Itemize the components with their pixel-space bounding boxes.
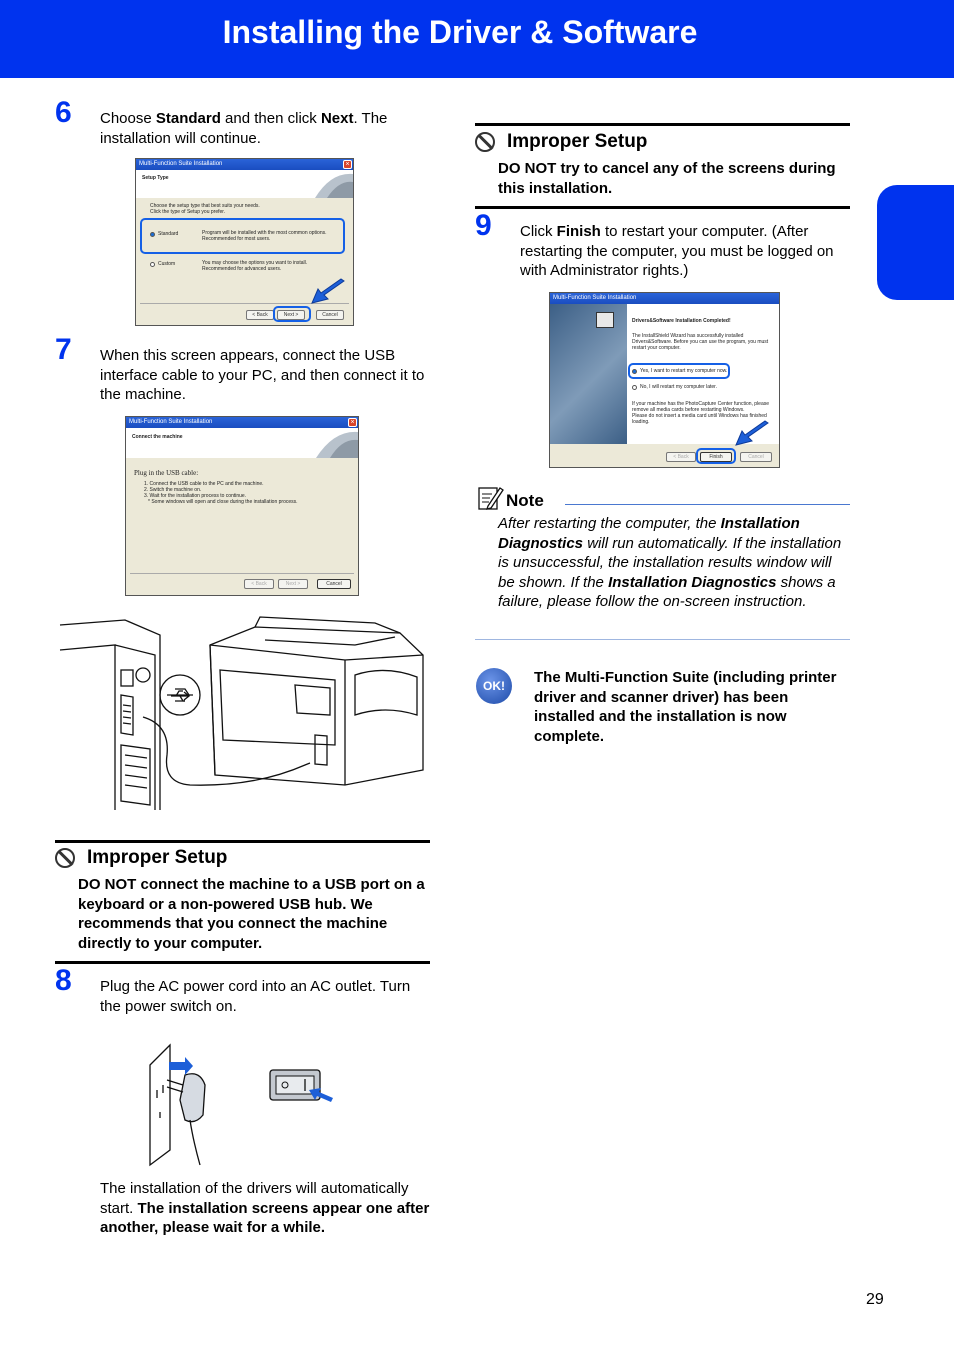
- step-9-text: Click Finish to restart your computer. (After restarting the computer, you must be logged on with Administrator rights.): [520, 223, 834, 279]
- instruction-line: * Some windows will open and close during the installation process.: [148, 499, 298, 505]
- standard-option-label: Standard: [158, 231, 179, 237]
- standard-highlight: [140, 218, 345, 254]
- custom-radio[interactable]: [150, 262, 155, 267]
- step-7-number: 7: [55, 333, 72, 366]
- standard-desc: Recommended for most users.: [202, 236, 271, 242]
- dialog-banner: [126, 428, 358, 458]
- custom-option-label: Custom: [158, 261, 176, 267]
- side-graphic: [550, 304, 627, 444]
- dialog-heading: Setup Type: [142, 175, 169, 181]
- dialog-banner: [136, 170, 353, 198]
- prohibited-icon: [55, 848, 75, 868]
- next-highlight: [273, 306, 311, 322]
- custom-desc: Recommended for advanced users.: [202, 266, 282, 272]
- warning-title: Improper Setup: [507, 131, 648, 152]
- page-title: Installing the Driver & Software: [222, 14, 698, 50]
- restart-now-label: Yes, I want to restart my computer now.: [640, 368, 728, 374]
- step-6-text: Choose Standard and then click Next. The installation will continue.: [100, 110, 388, 147]
- instruction-line: 2. Switch the machine on.: [144, 487, 202, 493]
- step-8-after-text: The installation of the drivers will automatically start. The installation screens appear one after another, please wait for a while.: [100, 1180, 430, 1236]
- step-9-number: 9: [475, 209, 492, 242]
- back-button[interactable]: < Back: [246, 310, 274, 320]
- step-8-number: 8: [55, 964, 72, 997]
- dialog-message: The InstallShield Wizard has successfully installed: [632, 333, 744, 339]
- note-text: After restarting the computer, the Installation Diagnostics will run automatically. If the installation is unsuccessful, the installation results window will be shown. If the Installation Diagnostics shows a failure, please follow the on-screen instruction.: [498, 515, 842, 610]
- plug-title: Plug in the USB cable:: [134, 469, 199, 477]
- warning-title: Improper Setup: [87, 847, 228, 868]
- step-7-text: When this screen appears, connect the USB interface cable to your PC, and then connect it to the machine.: [100, 347, 425, 403]
- dialog-heading: Drivers&Software Installation Completed!: [632, 318, 731, 324]
- instruction-line: 1. Connect the USB cable to the PC and the machine.: [144, 481, 264, 487]
- step-6-number: 6: [55, 96, 72, 129]
- back-button[interactable]: < Back: [244, 579, 274, 589]
- next-button[interactable]: Next >: [278, 579, 308, 589]
- restart-later-radio[interactable]: [632, 385, 637, 390]
- power-cord-illustration: [145, 1040, 345, 1170]
- dialog-info: loading.: [632, 419, 650, 425]
- dialog-info: If your machine has the PhotoCapture Center function, please: [632, 401, 770, 407]
- note-bottom-rule: [475, 639, 850, 640]
- restart-highlight: [628, 363, 730, 379]
- dialog-message: Drivers&Software. Before you can use the program, you must: [632, 339, 769, 345]
- prohibited-icon: [475, 132, 495, 152]
- dialog-info: Please do not insert a media card until Windows has finished: [632, 413, 767, 419]
- ok-badge: OK!: [476, 668, 512, 704]
- arrow-icon: [310, 278, 346, 306]
- instruction-line: 3. Wait for the installation process to continue.: [144, 493, 247, 499]
- connect-machine-dialog: [125, 416, 359, 596]
- computer-icon: [596, 312, 614, 328]
- swoosh-graphic: [305, 170, 353, 198]
- standard-desc: Program will be installed with the most common options.: [202, 230, 327, 236]
- finish-highlight: [696, 448, 736, 464]
- close-icon: ×: [348, 418, 357, 427]
- swoosh-graphic: [306, 428, 358, 458]
- divider: [130, 573, 354, 574]
- cancel-button[interactable]: Cancel: [317, 579, 351, 589]
- page-number: 29: [866, 1291, 884, 1308]
- note-rule: [565, 504, 850, 505]
- back-button[interactable]: < Back: [666, 452, 696, 462]
- usb-connection-illustration: [55, 615, 430, 815]
- cancel-button[interactable]: Cancel: [740, 452, 772, 462]
- dialog-info: remove all media cards before restarting Windows.: [632, 407, 745, 413]
- dialog-titlebar: Multi-Function Suite Installation: [550, 293, 779, 304]
- dialog-titlebar: Multi-Function Suite Installation: [126, 417, 358, 428]
- warning-text: DO NOT try to cancel any of the screens during this installation.: [498, 160, 836, 197]
- custom-desc: You may choose the options you want to install.: [202, 260, 308, 266]
- dialog-intro-line: Choose the setup type that best suits your needs.: [150, 203, 260, 209]
- next-button[interactable]: Next >: [277, 310, 305, 320]
- arrow-icon: [734, 420, 770, 448]
- finish-button[interactable]: Finish: [700, 452, 732, 462]
- note-title: Note: [506, 491, 544, 510]
- step-8-text: Plug the AC power cord into an AC outlet. Turn the power switch on.: [100, 978, 411, 1015]
- warning-text: DO NOT connect the machine to a USB port on a keyboard or a non-powered USB hub. We recommends that you connect the machine directly to your computer.: [78, 876, 425, 952]
- dialog-titlebar: Multi-Function Suite Installation: [136, 159, 353, 170]
- dialog-heading: Connect the machine: [132, 434, 183, 440]
- dialog-message: restart your computer.: [632, 345, 681, 351]
- note-pencil-icon: [476, 484, 504, 512]
- completion-text: The Multi-Function Suite (including printer driver and scanner driver) has been installed and the installation is now complete.: [534, 669, 837, 745]
- usb-icon: [171, 691, 189, 701]
- cancel-button[interactable]: Cancel: [316, 310, 344, 320]
- close-icon: ×: [343, 160, 352, 169]
- page-header: [0, 0, 954, 78]
- arrow-icon: [169, 1057, 193, 1075]
- dialog-intro-line: Click the type of Setup you prefer.: [150, 209, 226, 215]
- section-tab: [877, 185, 954, 300]
- restart-later-label: No, I will restart my computer later.: [640, 384, 717, 390]
